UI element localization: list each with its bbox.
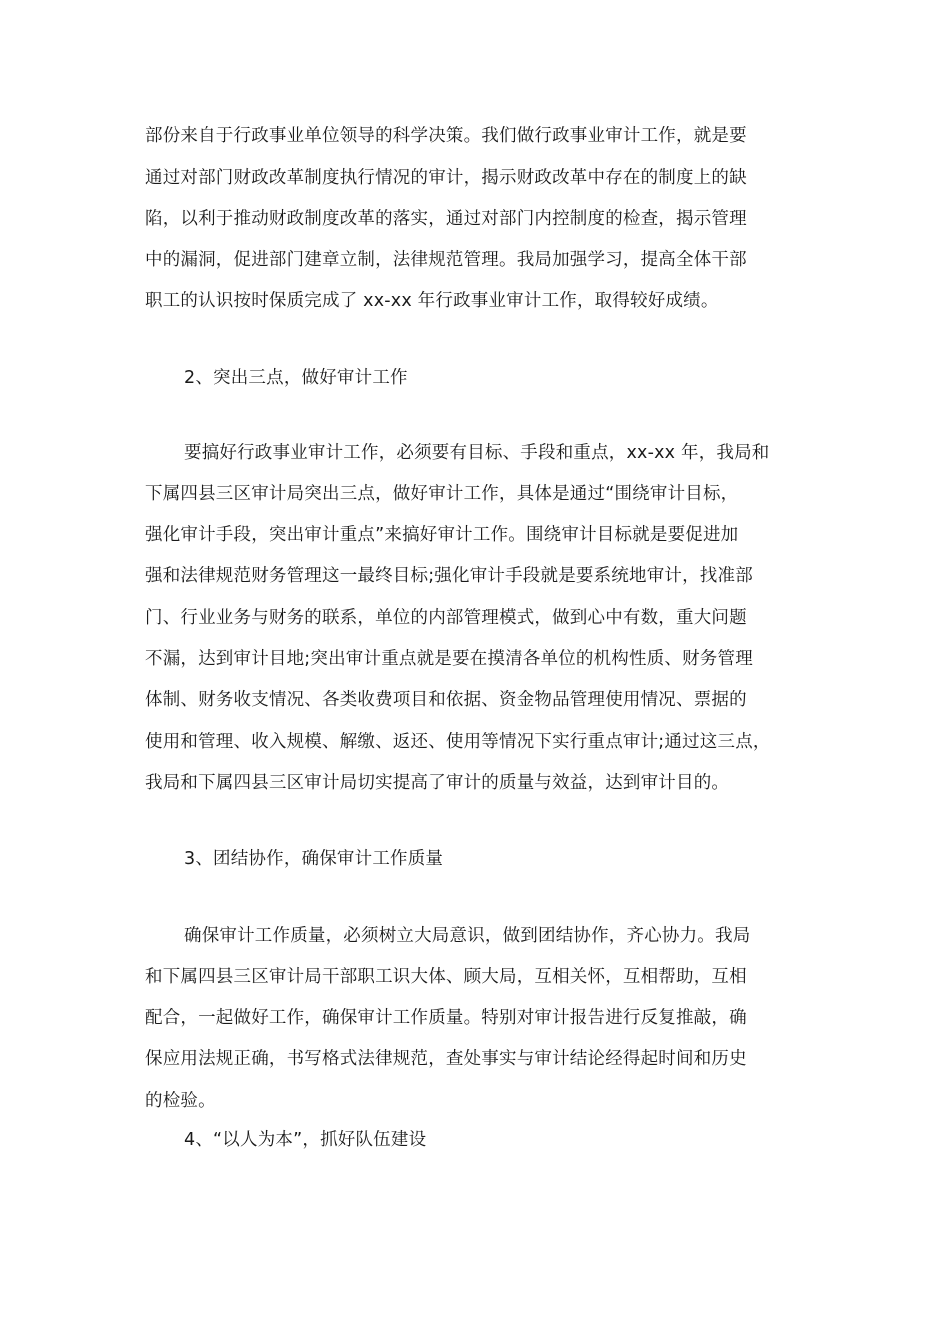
paragraph-line: 要搞好行政事业审计工作，必须要有目标、手段和重点，xx-xx 年，我局和 xyxy=(184,443,770,463)
paragraph-line: 中的漏洞，促进部门建章立制，法律规范管理。我局加强学习，提高全体干部 xyxy=(145,250,747,270)
paragraph-line: 部份来自于行政事业单位领导的科学决策。我们做行政事业审计工作，就是要 xyxy=(145,126,747,146)
paragraph-line: 不漏，达到审计目地;突出审计重点就是要在摸清各单位的机构性质、财务管理 xyxy=(145,649,753,669)
paragraph-line: 的检验。 xyxy=(145,1091,216,1111)
section-heading-2: 2、突出三点，做好审计工作 xyxy=(184,368,408,388)
section-heading-4: 4、“以人为本”，抓好队伍建设 xyxy=(184,1130,427,1150)
paragraph-line: 使用和管理、收入规模、解缴、返还、使用等情况下实行重点审计;通过这三点， xyxy=(145,732,771,752)
paragraph-line: 保应用法规正确，书写格式法律规范，查处事实与审计结论经得起时间和历史 xyxy=(145,1049,747,1069)
paragraph-line: 陷，以利于推动财政制度改革的落实，通过对部门内控制度的检查，揭示管理 xyxy=(145,209,747,229)
paragraph-line: 和下属四县三区审计局干部职工识大体、顾大局，互相关怀，互相帮助，互相 xyxy=(145,967,747,987)
paragraph-line: 下属四县三区审计局突出三点，做好审计工作，具体是通过“围绕审计目标， xyxy=(145,484,739,504)
paragraph-line: 我局和下属四县三区审计局切实提高了审计的质量与效益，达到审计目的。 xyxy=(145,773,730,793)
paragraph-line: 职工的认识按时保质完成了 xx-xx 年行政事业审计工作，取得较好成绩。 xyxy=(145,291,719,311)
paragraph-line: 确保审计工作质量，必须树立大局意识，做到团结协作，齐心协力。我局 xyxy=(184,926,751,946)
paragraph-line: 配合，一起做好工作，确保审计工作质量。特别对审计报告进行反复推敲，确 xyxy=(145,1008,747,1028)
paragraph-line: 体制、财务收支情况、各类收费项目和依据、资金物品管理使用情况、票据的 xyxy=(145,690,747,710)
paragraph-line: 通过对部门财政改革制度执行情况的审计，揭示财政改革中存在的制度上的缺 xyxy=(145,168,747,188)
paragraph-line: 强和法律规范财务管理这一最终目标;强化审计手段就是要系统地审计，找准部 xyxy=(145,566,753,586)
paragraph-line: 强化审计手段，突出审计重点”来搞好审计工作。围绕审计目标就是要促进加 xyxy=(145,525,739,545)
paragraph-line: 门、行业业务与财务的联系，单位的内部管理模式，做到心中有数，重大问题 xyxy=(145,608,747,628)
section-heading-3: 3、团结协作，确保审计工作质量 xyxy=(184,849,444,869)
